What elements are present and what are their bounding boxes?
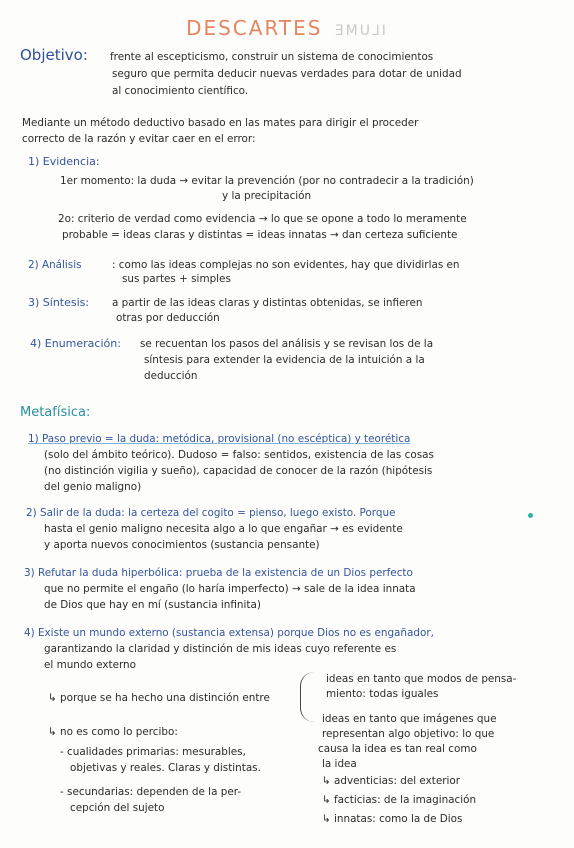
title-text: DESCARTES (186, 16, 323, 40)
ideas-imagenes-line-4: la idea (322, 758, 357, 770)
objetivo-line-1: frente al escepticismo, construir un sistema de conocimientos (110, 51, 434, 63)
evidencia-label: 1) Evidencia: (28, 155, 100, 168)
metafisica-p1-line-2: (solo del ámbito teórico). Dudoso = falso: sentidos, existencia de las cosas (44, 449, 434, 461)
ideas-facticias: ↳ facticias: de la imaginación (322, 794, 477, 806)
brace-mark (300, 672, 315, 722)
bullet-dot (528, 513, 533, 518)
cualidades-primarias-line-1: - cualidades primarias: mesurables, (60, 746, 246, 758)
metafisica-p4-line-1: 4) Existe un mundo externo (sustancia extensa) porque Dios no es engañador, (24, 627, 434, 639)
enumeracion-label: 4) Enumeración: (30, 337, 121, 350)
analisis-label: 2) Análisis (28, 259, 82, 271)
analisis-line-1: : como las ideas complejas no son evidentes, hay que dividirlas en (112, 259, 460, 271)
enumeracion-line-2: síntesis para extender la evidencia de la intuición a la (144, 354, 425, 366)
metafisica-p1-line-4: del genio maligno) (44, 481, 142, 493)
page-title (0, 16, 574, 40)
analisis-line-2: sus partes + simples (122, 273, 231, 285)
cualidades-primarias-line-2: objetivas y reales. Claras y distintas. (70, 762, 261, 774)
metafisica-label: Metafísica: (20, 405, 91, 420)
metafisica-p2-line-1: 2) Salir de la duda: la certeza del cogito = pienso, luego existo. Porque (26, 507, 396, 519)
ideas-adventicias: ↳ adventicias: del exterior (322, 775, 461, 787)
objetivo-label: Objetivo: (20, 46, 88, 64)
evidencia-momento-2a: 2o: criterio de verdad como evidencia → lo que se opone a todo lo meramente (58, 213, 467, 225)
cualidades-secundarias-line-2: cepción del sujeto (70, 802, 165, 814)
intro-line-1: Mediante un método deductivo basado en las mates para dirigir el proceder (22, 117, 419, 129)
sintesis-line-1: a partir de las ideas claras y distintas obtenidas, se infieren (112, 297, 423, 309)
ideas-imagenes-line-3: causa la idea es tan real como (318, 743, 477, 755)
metafisica-p3-line-3: de Dios que hay en mí (sustancia infinita) (44, 599, 261, 611)
evidencia-momento-2b: probable = ideas claras y distintas = ideas innatas → dan certeza suficiente (62, 229, 458, 241)
evidencia-momento-1b: y la precipitación (222, 190, 312, 202)
metafisica-p2-line-3: y aporta nuevos conocimientos (sustancia pensante) (44, 539, 320, 551)
metafisica-p1-line-1: 1) Paso previo = la duda: metódica, provisional (no escéptica) y teorética (28, 433, 411, 445)
enumeracion-line-3: deducción (144, 370, 198, 382)
ideas-imagenes-line-2: representan algo objetivo: lo que (322, 728, 495, 740)
enumeracion-line-1: se recuentan los pasos del análisis y se revisan los de la (140, 338, 434, 350)
objetivo-line-2: seguro que permita deducir nuevas verdades para dotar de unidad (112, 68, 462, 80)
sintesis-label: 3) Síntesis: (28, 296, 90, 309)
evidencia-momento-1a: 1er momento: la duda → evitar la prevención (por no contradecir a la tradición) (60, 175, 474, 187)
intro-line-2: correcto de la razón y evitar caer en el error: (22, 133, 256, 145)
porque-distincion: ↳ porque se ha hecho una distinción entre (48, 692, 270, 704)
ideas-imagenes-line-1: ideas en tanto que imágenes que (322, 713, 497, 725)
ideas-modos-line-1: ideas en tanto que modos de pensa- (326, 673, 517, 685)
metafisica-p3-line-1: 3) Refutar la duda hiperbólica: prueba de la existencia de un Dios perfecto (24, 567, 413, 579)
no-es-como-percibo: ↳ no es como lo percibo: (48, 726, 178, 738)
metafisica-p4-line-3: el mundo externo (44, 659, 136, 671)
title-bleed-through: ƎMU⅃I (334, 23, 388, 39)
metafisica-p2-line-2: hasta el genio maligno necesita algo a lo que engañar → es evidente (44, 523, 403, 535)
ideas-innatas: ↳ innatas: como la de Dios (322, 813, 463, 825)
metafisica-p4-line-2: garantizando la claridad y distinción de mis ideas cuyo referente es (44, 643, 397, 655)
sintesis-line-2: otras por deducción (116, 312, 220, 324)
objetivo-line-3: al conocimiento científico. (112, 85, 249, 97)
metafisica-p1-line-3: (no distinción vigilia y sueño), capacidad de conocer de la razón (hipótesis (44, 465, 433, 477)
ideas-modos-line-2: miento: todas iguales (326, 688, 439, 700)
cualidades-secundarias-line-1: - secundarias: dependen de la per- (60, 786, 242, 798)
metafisica-p3-line-2: que no permite el engaño (lo haría imperfecto) → sale de la idea innata (44, 583, 416, 595)
